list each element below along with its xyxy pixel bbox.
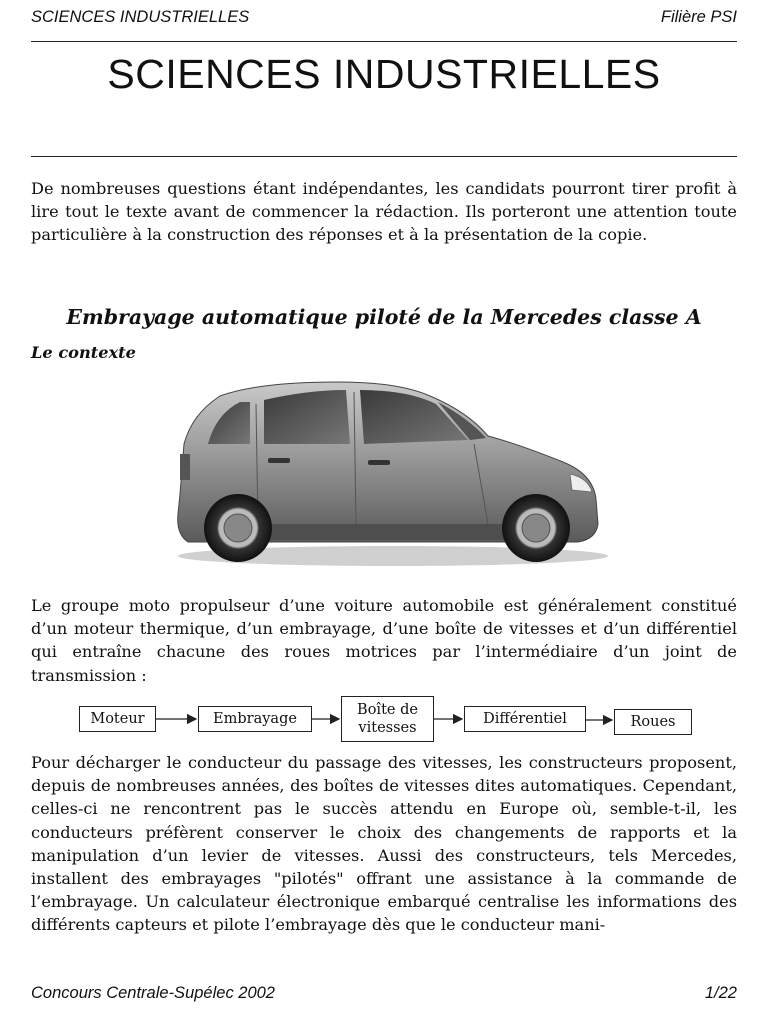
box-boite-label-2: vitesses (358, 720, 417, 736)
box-roues-label: Roues (630, 714, 676, 730)
box-boite-label-1: Boîte de (357, 702, 418, 718)
car-image (168, 374, 608, 574)
header-rule (31, 41, 737, 42)
intro-paragraph: De nombreuses questions étant indépendantes, les candidats pourront tirer profit à lire tout le texte avant de commencer la rédaction. Ils porteront une attention toute particulière à la construction des réponses et à la présentation de la copie. (31, 179, 737, 245)
header-subject: SCIENCES INDUSTRIELLES (31, 8, 250, 26)
section-title: Embrayage automatique piloté de la Mercedes classe A (66, 305, 702, 329)
box-differentiel-label: Différentiel (483, 711, 567, 727)
footer-contest: Concours Centrale-Supélec 2002 (31, 984, 275, 1002)
drivetrain-diagram (0, 692, 768, 748)
footer-page-number: 1/22 (704, 984, 737, 1002)
flow-arrows (0, 692, 768, 748)
clutch-paragraph: Pour décharger le conducteur du passage des vitesses, les constructeurs proposent, depuis de nombreuses années, des boîtes de vitesses dites automatiques. Cependant, celles-ci ne rencontrent pas le succès attendu en Europe où, semble-t-il, les conducteurs préfèrent conserver le choix des changements de rapports et la manipulation d’un levier de vitesses. Aussi des constructeurs, tels Mercedes, installent des embrayages "pilotés" offrant une assistance à la commande de l’embrayage. Un calculateur électronique embarqué centralise les informations des différents capteurs et pilote l’embrayage dès que le conducteur mani- (31, 753, 737, 935)
drivetrain-paragraph: Le groupe moto propulseur d’une voiture automobile est généralement constitué d’un moteur thermique, d’un embrayage, d’une boîte de vitesses et d’un différentiel qui entraîne chacune des roues motrices par l’intermédiaire d’un joint de transmission : (31, 596, 737, 685)
page-title: SCIENCES INDUSTRIELLES (107, 51, 661, 97)
title-rule (31, 156, 737, 157)
subsection-title: Le contexte (31, 343, 136, 362)
header-track: Filière PSI (660, 8, 737, 26)
box-moteur-label: Moteur (90, 711, 145, 727)
box-embrayage-label: Embrayage (213, 711, 297, 727)
page-header (31, 8, 737, 30)
